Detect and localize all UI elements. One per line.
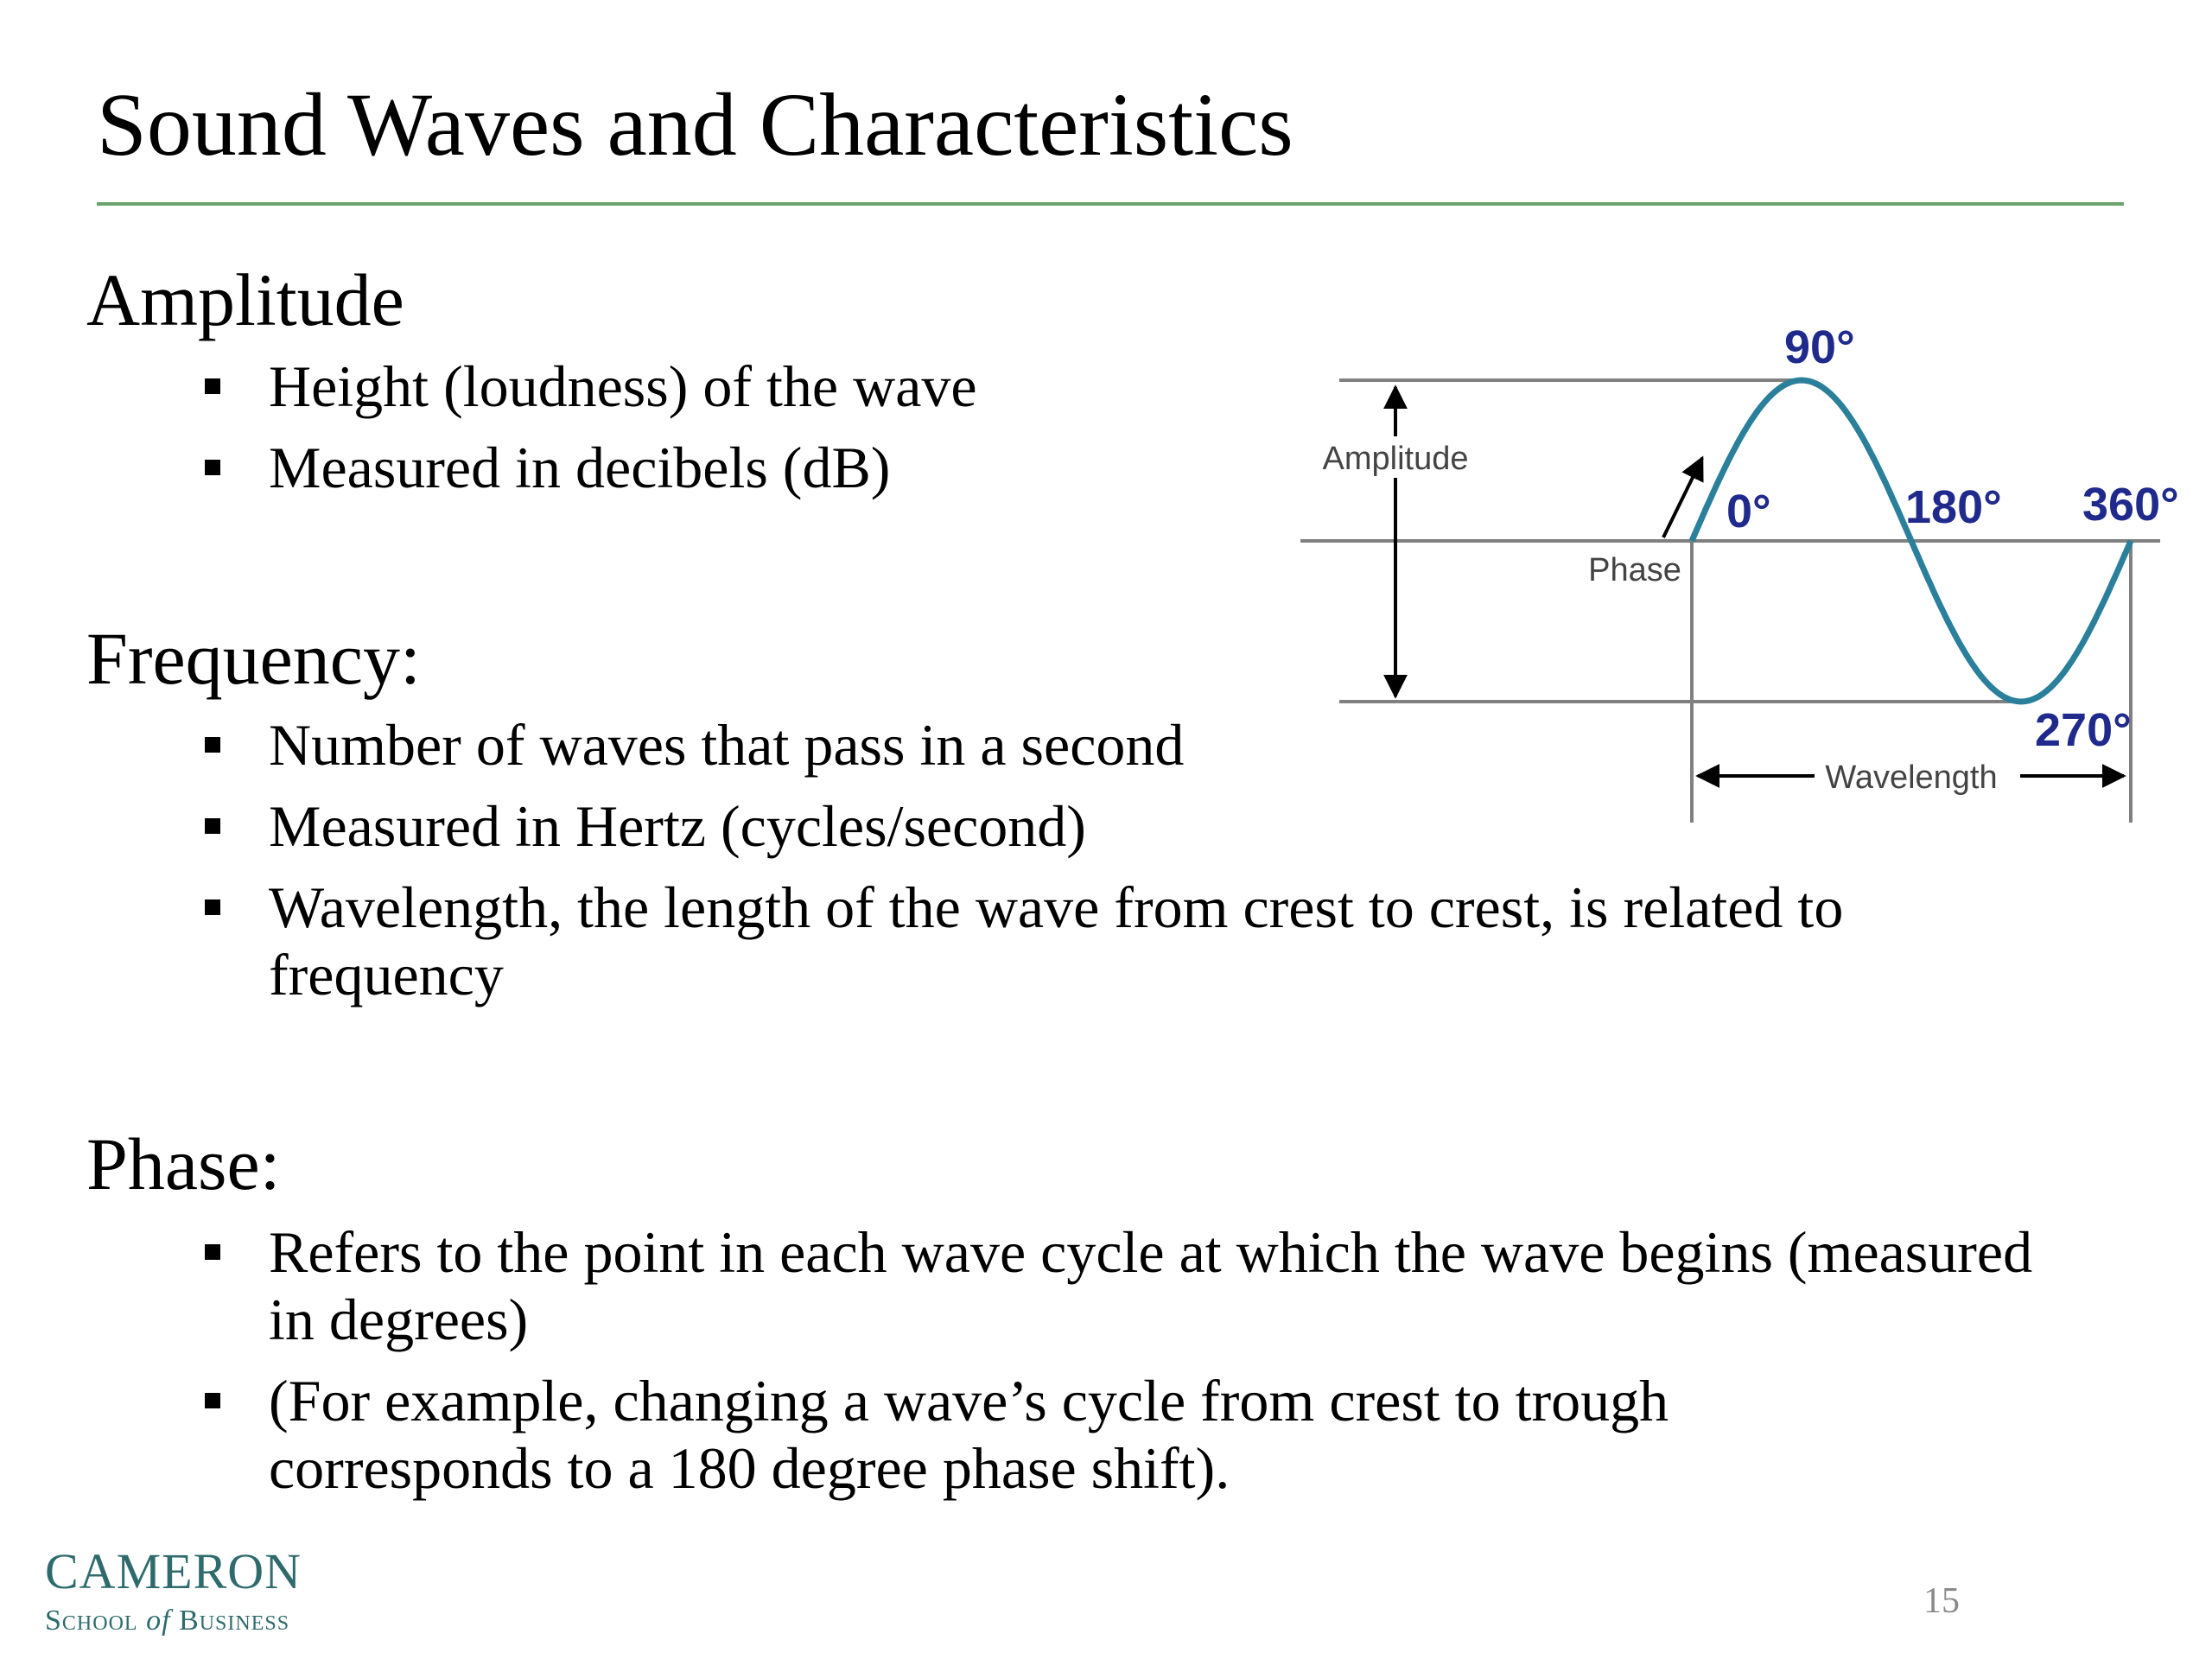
phase-bullets xyxy=(0,1218,2074,1502)
list-item: Number of waves that pass in a second xyxy=(0,711,1392,779)
slide-title: Sound Waves and Characteristics xyxy=(97,75,1294,175)
bullet-square-icon xyxy=(205,1244,220,1260)
degree-label-270: 270° xyxy=(2035,704,2132,756)
page-number: 15 xyxy=(1923,1581,1960,1621)
degree-label-0: 0° xyxy=(1726,486,1771,537)
heading-frequency: Frequency: xyxy=(86,617,421,700)
bullet-square-icon xyxy=(205,737,220,753)
list-item: (For example, changing a wave’s cycle from crest to trough corresponds to a 180 degree phase shift). xyxy=(0,1367,1962,1502)
list-item: Height (loudness) of the wave xyxy=(0,353,1348,420)
cameron-school-of-business-logo: CAMERON School of Business xyxy=(45,1543,302,1637)
heading-amplitude: Amplitude xyxy=(86,258,404,341)
degree-label-180: 180° xyxy=(1905,481,2002,533)
heading-phase: Phase: xyxy=(86,1122,281,1205)
bullet-square-icon xyxy=(205,460,220,475)
bullet-square-icon xyxy=(205,818,220,834)
sine-wave-diagram xyxy=(1296,311,2212,847)
list-item: Refers to the point in each wave cycle at which the wave begins (measured in degrees) xyxy=(0,1218,2040,1353)
title-underline xyxy=(97,202,2124,206)
bullet-square-icon xyxy=(205,1393,220,1408)
degree-label-90: 90° xyxy=(1784,321,1855,373)
list-item: Measured in Hertz (cycles/second) xyxy=(0,792,2074,860)
amplitude-label: Amplitude xyxy=(1322,441,1469,477)
bullet-square-icon xyxy=(205,378,220,394)
amplitude-bullets xyxy=(0,353,1348,501)
list-item: Measured in decibels (dB) xyxy=(0,434,1348,501)
bullet-square-icon xyxy=(205,899,220,915)
wavelength-label: Wavelength xyxy=(1825,760,1998,796)
degree-label-360: 360° xyxy=(2082,479,2179,531)
phase-label: Phase xyxy=(1588,552,1681,588)
list-item: Wavelength, the length of the wave from crest to crest, is related to frequency xyxy=(0,874,2049,1008)
